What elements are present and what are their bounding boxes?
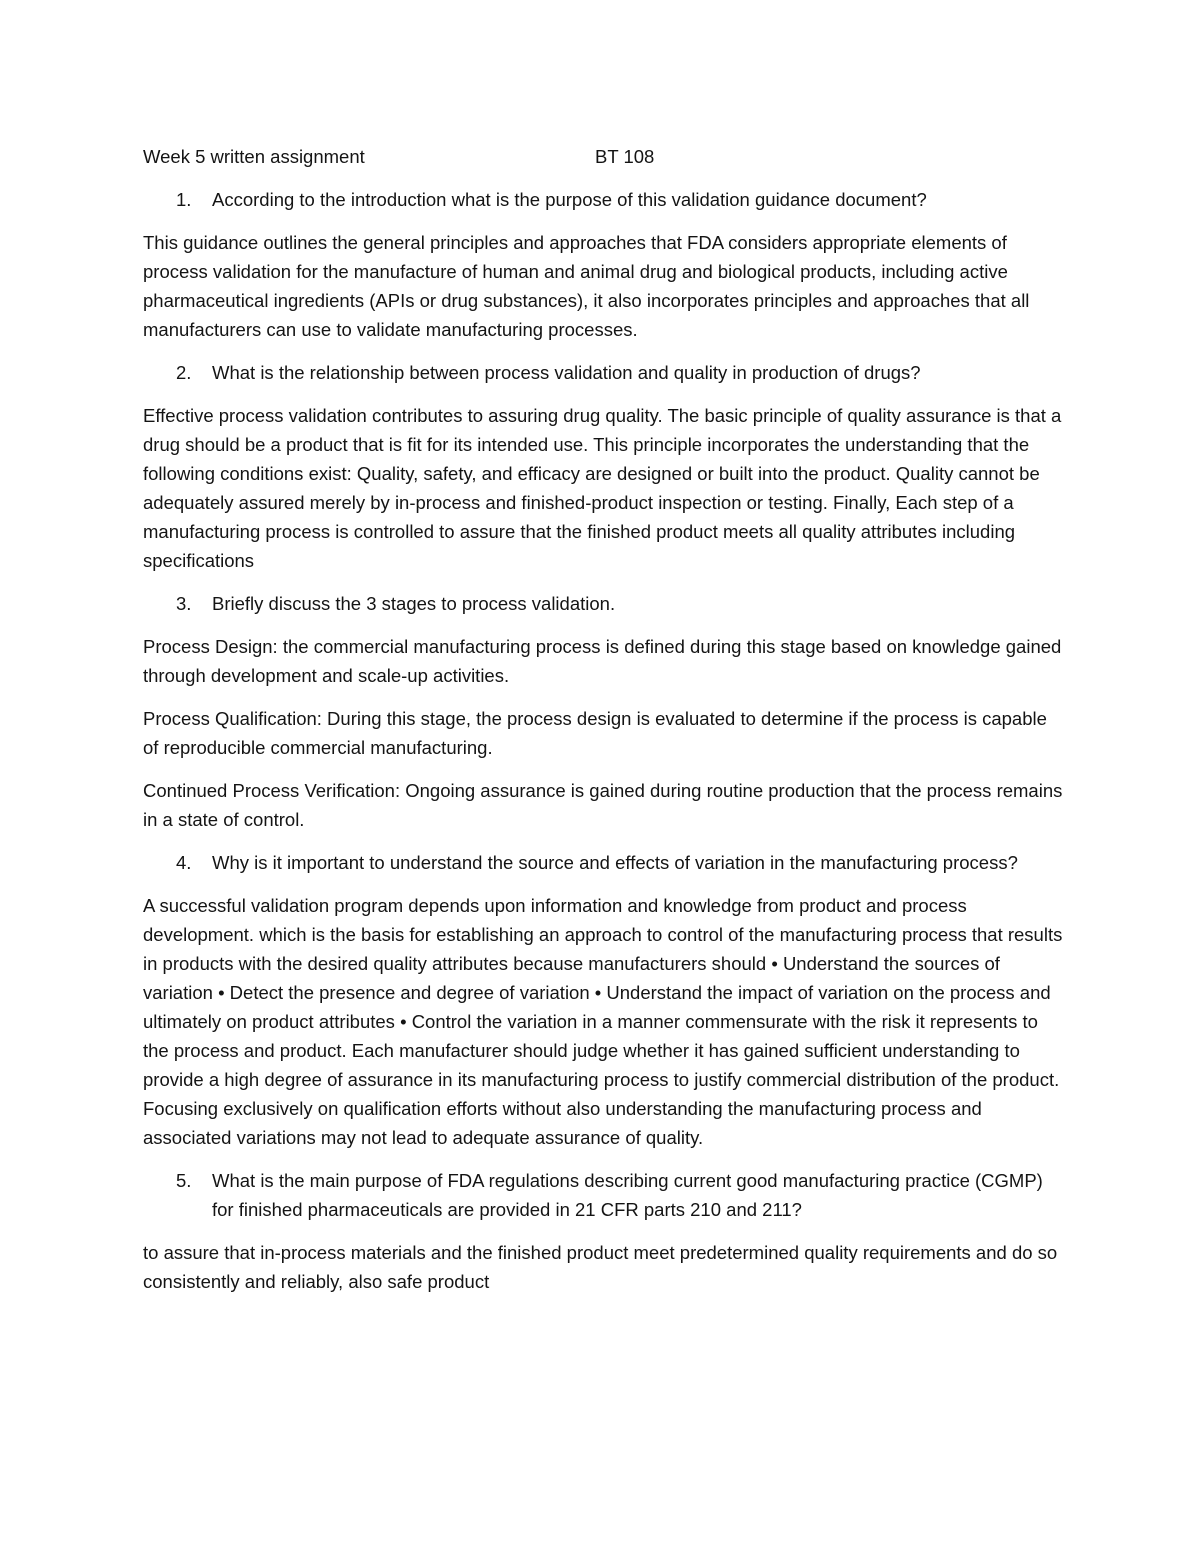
answer-5: to assure that in-process materials and the finished product meet predetermined quality requirements and do so consistently and reliably, also safe product [143,1242,1058,1292]
answer-1: This guidance outlines the general principles and approaches that FDA considers appropriate elements of process validation for the manufacture of human and animal drug and biological products, including active pharmaceutical ingredients (APIs or drug substances), it also incorporates principles and approaches that all manufacturers can use to validate manufacturing processes. [143,232,1030,340]
answer-3-continued-verification: Continued Process Verification: Ongoing assurance is gained during routine production that the process remains in a state of control. [143,780,1063,830]
question-text: According to the introduction what is the purpose of this validation guidance document? [212,189,927,210]
question-number: 1. [176,189,192,210]
question-text: Why is it important to understand the source and effects of variation in the manufacturing process? [212,852,1018,873]
question-4 [143,848,1063,877]
document-header [143,142,1063,171]
course-code: BT 108 [595,146,655,167]
question-number: 4. [176,852,192,873]
question-text: Briefly discuss the 3 stages to process validation. [212,593,616,614]
question-text: What is the main purpose of FDA regulations describing current good manufacturing practice (CGMP) for finished pharmaceuticals are provided in 21 CFR parts 210 and 211? [212,1170,1043,1220]
answer-2: Effective process validation contributes to assuring drug quality. The basic principle of quality assurance is that a drug should be a product that is fit for its intended use. This principle incorporates the understanding that the following conditions exist: Quality, safety, and efficacy are designed or built into the product. Quality cannot be adequately assured merely by in-process and finished-product inspection or testing. Finally, Each step of a manufacturing process is controlled to assure that the finished product meets all quality attributes including specifications [143,405,1062,571]
document-body [143,142,1063,1310]
answer-3-process-design: Process Design: the commercial manufacturing process is defined during this stage based on knowledge gained through development and scale-up activities. [143,636,1062,686]
assignment-title: Week 5 written assignment [143,146,365,167]
question-number: 3. [176,593,192,614]
question-number: 5. [176,1170,192,1191]
question-number: 2. [176,362,192,383]
question-5 [143,1166,1063,1224]
question-1 [143,185,1063,214]
question-2 [143,358,1063,387]
question-text: What is the relationship between process validation and quality in production of drugs? [212,362,921,383]
answer-3-process-qualification: Process Qualification: During this stage, the process design is evaluated to determine if the process is capable of reproducible commercial manufacturing. [143,708,1047,758]
question-3 [143,589,1063,618]
answer-4: A successful validation program depends upon information and knowledge from product and process development. which is the basis for establishing an approach to control of the manufacturing process that results in products with the desired quality attributes because manufacturers should • Understand the sources of variation • Detect the presence and degree of variation • Understand the impact of variation on the process and ultimately on product attributes • Control the variation in a manner commensurate with the risk it represents to the process and product. Each manufacturer should judge whether it has gained sufficient understanding to provide a high degree of assurance in its manufacturing process to justify commercial distribution of the product. Focusing exclusively on qualification efforts without also understanding the manufacturing process and associated variations may not lead to adequate assurance of quality. [143,895,1063,1148]
